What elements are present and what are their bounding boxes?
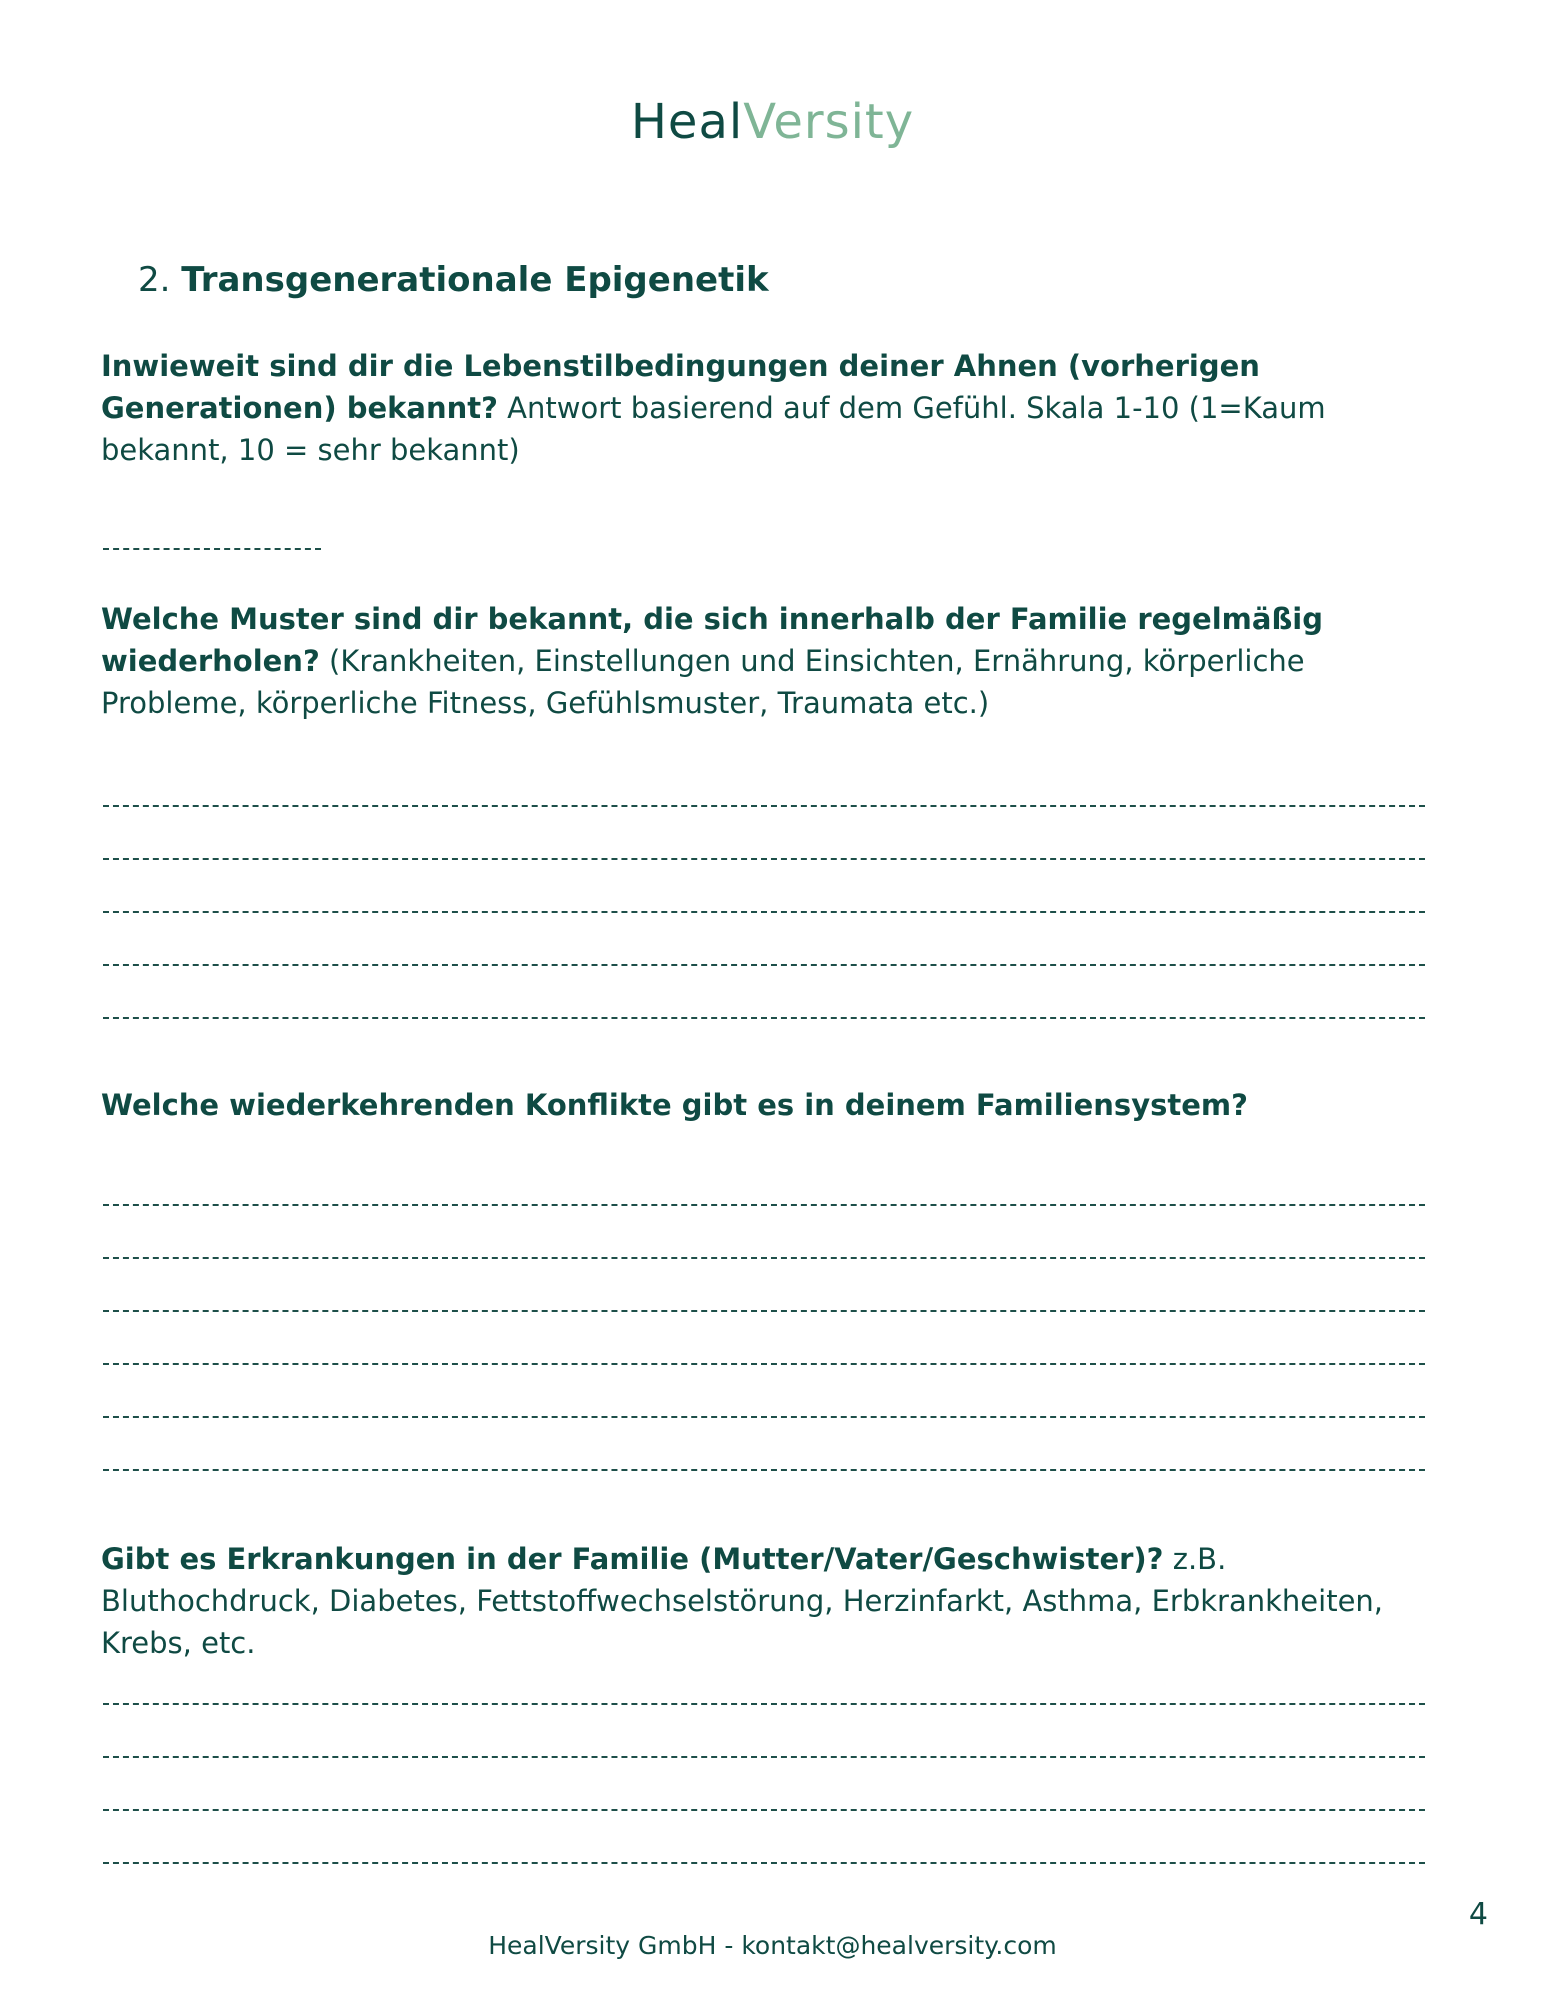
section-number: 2. (138, 260, 171, 300)
answer-line[interactable] (103, 1310, 1425, 1312)
question-family-patterns (101, 598, 1431, 724)
question-family-conflicts (101, 1084, 1431, 1126)
question-bold-text: Gibt es Erkrankungen in der Familie (Mutter/Vater/Geschwister)? (101, 1542, 1164, 1576)
answer-line[interactable] (103, 1416, 1425, 1418)
answer-line[interactable] (103, 805, 1425, 807)
question-bold-text: Welche wiederkehrenden Konflikte gibt es in deinem Familiensystem? (101, 1088, 1248, 1122)
question-ancestors-lifestyle (101, 345, 1431, 471)
question-hint-text: (Krankheiten, Einstellungen und Einsichten, Ernährung, körperliche Probleme, körperliche Fitness, Gefühlsmuster, Traumata etc.) (101, 644, 1305, 720)
brand-logo (0, 92, 1545, 152)
answer-line[interactable] (103, 1257, 1425, 1259)
answer-line[interactable] (103, 1862, 1425, 1864)
question-bold-text: Welche Muster sind dir bekannt, die sich innerhalb der Familie regelmäßig wiederholen? (101, 602, 1324, 678)
answer-line[interactable] (103, 1756, 1425, 1758)
answer-line[interactable] (103, 1469, 1425, 1471)
section-title: Transgenerationale Epigenetik (181, 260, 769, 300)
answer-line[interactable] (103, 911, 1425, 913)
logo-text-versity: Versity (743, 94, 915, 150)
question-family-diseases (101, 1538, 1431, 1664)
question-hint-text: Antwort basierend auf dem Gefühl. Skala 1-10 (1=Kaum bekannt, 10 = sehr bekannt) (101, 391, 1326, 467)
answer-line[interactable] (103, 1017, 1425, 1019)
answer-line[interactable] (103, 1809, 1425, 1811)
answer-line[interactable] (103, 1363, 1425, 1365)
footer-contact: HealVersity GmbH - kontakt@healversity.com (488, 1931, 1057, 1960)
page-number: 4 (1468, 1897, 1488, 1932)
section-heading (138, 258, 769, 302)
question-hint-text: z.B. Bluthochdruck, Diabetes, Fettstoffwechselstörung, Herzinfarkt, Asthma, Erbkrankheiten, Krebs, etc. (101, 1542, 1384, 1660)
answer-line[interactable] (103, 1703, 1425, 1705)
answer-line[interactable] (103, 858, 1425, 860)
logo-text-heal: Heal (630, 94, 744, 150)
question-bold-text: Inwieweit sind dir die Lebenstilbedingungen deiner Ahnen (vorherigen Generationen) bekannt? (101, 349, 1260, 425)
answer-line[interactable] (103, 1204, 1425, 1206)
answer-line-scale[interactable] (103, 548, 321, 550)
answer-line[interactable] (103, 964, 1425, 966)
